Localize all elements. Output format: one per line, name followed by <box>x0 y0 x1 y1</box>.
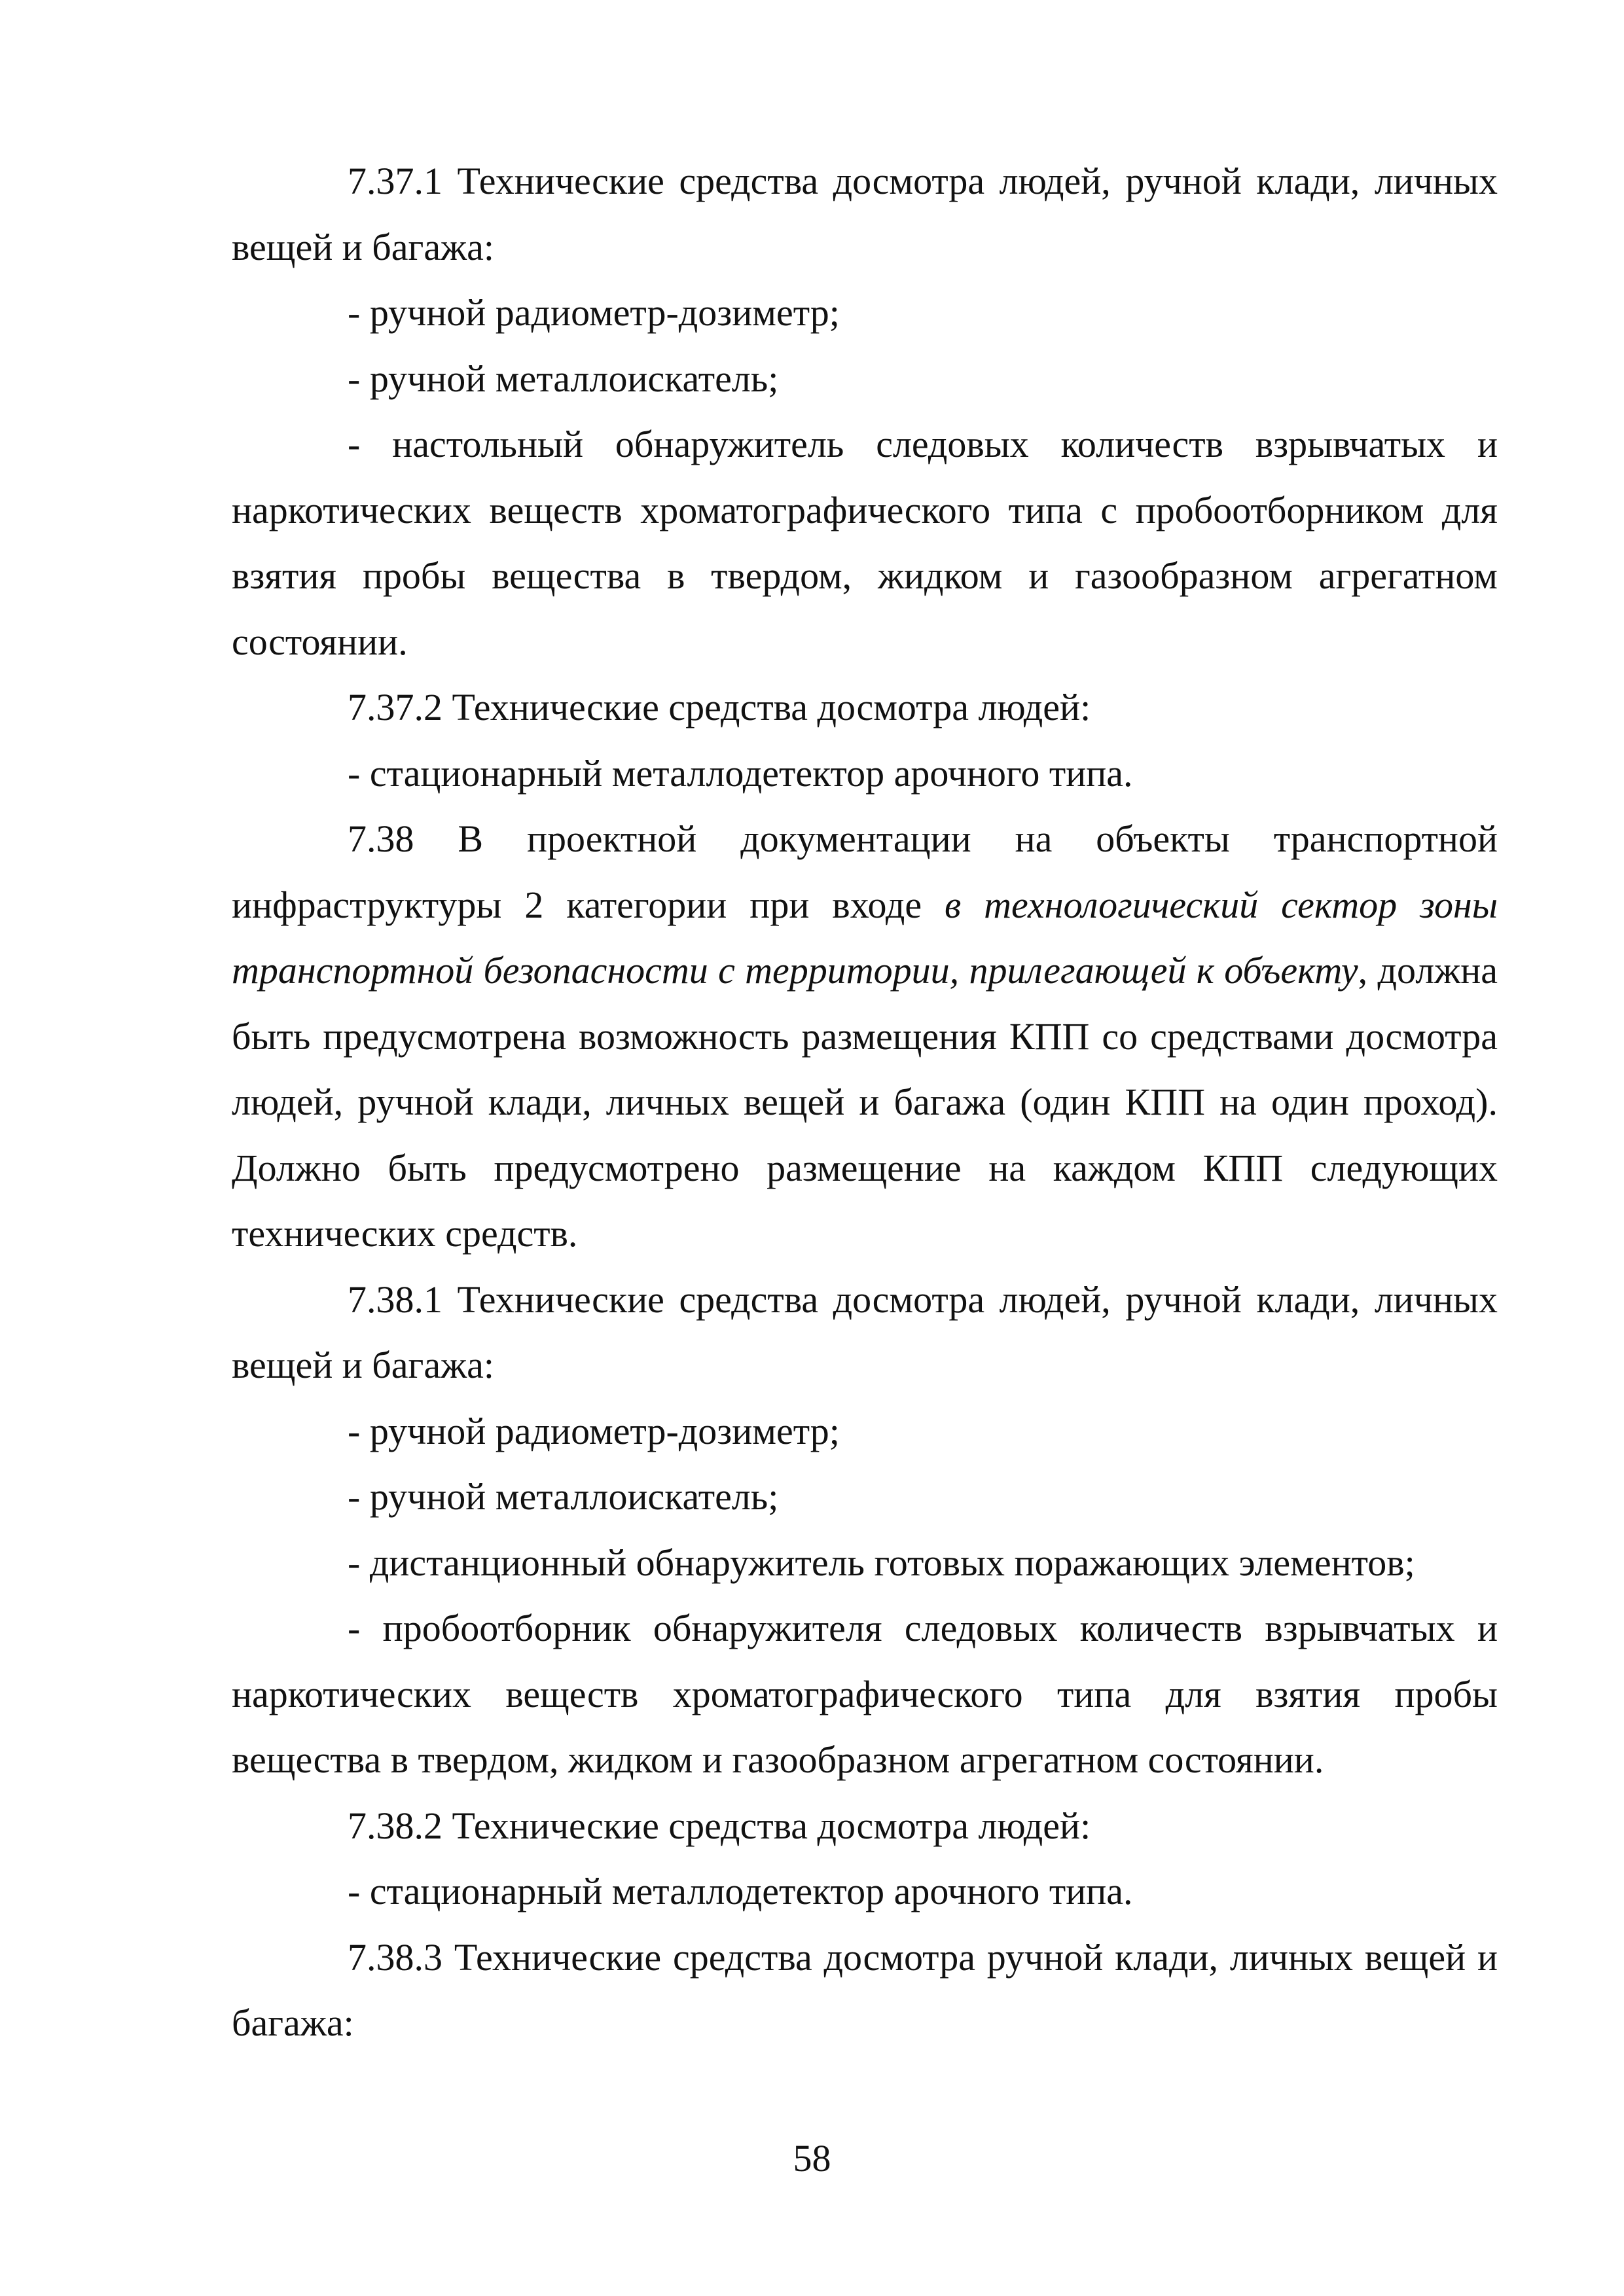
list-item-remote-detector: - дистанционный обнаружитель готовых поражающих элементов; <box>348 1541 1415 1584</box>
list-item-radiometer: - ручной радиометр-дозиметр; <box>348 291 840 334</box>
list-item-desktop-trace-detector: - настольный обнаружитель следовых количеств взрывчатых и наркотических веществ хроматографического типа с пробоотборником для взятия пробы вещества в твердом, жидком и газообразном агрегатном состоянии. <box>232 423 1498 663</box>
paragraph-7-38 <box>232 806 1498 1267</box>
body-text <box>232 149 1498 2056</box>
paragraph-7-37-2: 7.37.2 Технические средства досмотра людей: <box>348 686 1091 728</box>
paragraph-7-38-1: 7.38.1 Технические средства досмотра людей, ручной клади, личных вещей и багажа: <box>232 1278 1498 1386</box>
list-item-radiometer-2: - ручной радиометр-дозиметр; <box>348 1409 840 1452</box>
paragraph-7-38-2: 7.38.2 Технические средства досмотра людей: <box>348 1804 1091 1847</box>
list-item-metal-detector-handheld-2: - ручной металлоискатель; <box>348 1475 779 1518</box>
page-number: 58 <box>793 2137 831 2179</box>
paragraph-7-38-3: 7.38.3 Технические средства досмотра ручной клади, личных вещей и багажа: <box>232 1935 1498 2044</box>
paragraph-7-37-1: 7.37.1 Технические средства досмотра людей, ручной клади, личных вещей и багажа: <box>232 160 1498 268</box>
list-item-arch-metal-detector: - стационарный металлодетектор арочного типа. <box>348 751 1133 795</box>
list-item-arch-metal-detector-2: - стационарный металлодетектор арочного типа. <box>348 1870 1133 1912</box>
list-item-sampler: - пробоотборник обнаружителя следовых количеств взрывчатых и наркотических веществ хроматографического типа для взятия пробы вещества в твердом, жидком и газообразном агрегатном состоянии. <box>232 1607 1498 1781</box>
paragraph-7-38-start: 7.38 В проектной документации на объекты транспортной инфраструктуры 2 категории при входе <box>232 817 1498 926</box>
list-item-metal-detector-handheld: - ручной металлоискатель; <box>348 357 779 400</box>
paragraph-7-38-italic: в технологический сектор зоны транспортной безопасности с территории, прилегающей к объекту <box>232 883 1498 992</box>
paragraph-7-38-end: , должна быть предусмотрена возможность размещения КПП со средствами досмотра людей, ручной клади, личных вещей и багажа (один КПП на один проход). Должно быть предусмотрено размещение на каждом КПП следующих технических средств. <box>232 949 1498 1255</box>
